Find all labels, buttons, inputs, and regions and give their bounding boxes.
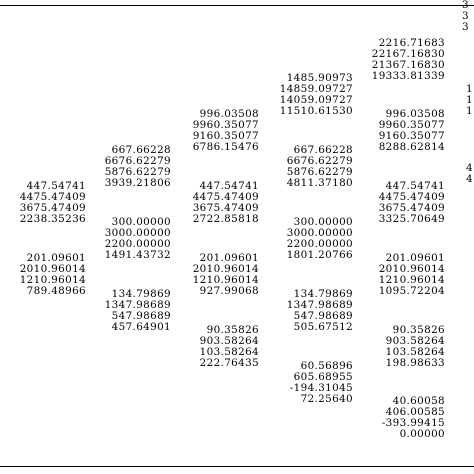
tree-node-value: 2216.71683	[378, 37, 445, 49]
tree-node-group	[200, 325, 259, 369]
clipped-column-fragment	[466, 84, 474, 117]
tree-node-group	[280, 73, 353, 117]
tree-node-value: 3675.47409	[19, 201, 86, 214]
tree-node-value: 6786.15476	[192, 140, 259, 153]
tree-node-value: 903.58264	[385, 334, 445, 347]
clipped-value: 4	[466, 172, 473, 185]
tree-node-value: 605.68955	[293, 370, 353, 383]
tree-node-value: 5876.62279	[104, 165, 171, 178]
tree-node-value: 4475.47409	[378, 190, 445, 203]
top-rule	[0, 5, 474, 6]
tree-node-value: -194.31045	[289, 381, 353, 394]
tree-node-group	[379, 109, 445, 153]
tree-node-value: 0.00000	[399, 427, 445, 440]
tree-node-value: 447.54741	[26, 180, 86, 192]
clipped-column-fragment	[466, 163, 474, 185]
tree-node-value: 22167.16830	[371, 47, 445, 60]
tree-node-value: 1801.20766	[286, 248, 353, 261]
tree-node-value: 789.48966	[26, 284, 86, 297]
tree-node-value: 8288.62814	[378, 140, 445, 153]
tree-node-group	[379, 181, 445, 225]
tree-node-value: 3675.47409	[192, 201, 259, 214]
tree-node-value: 9160.35077	[378, 129, 445, 142]
tree-node-value: 1485.90973	[286, 72, 353, 84]
tree-node-value: 14059.09727	[279, 93, 353, 106]
tree-node-value: 3000.00000	[286, 226, 353, 239]
clipped-column-fragment	[462, 0, 474, 33]
tree-node-group	[193, 181, 259, 225]
tree-node-group	[105, 289, 171, 333]
tree-node-group	[287, 217, 353, 261]
tree-node-value: 1210.96014	[19, 273, 86, 286]
tree-node-value: 1347.98689	[286, 298, 353, 311]
tree-node-value: 21367.16830	[371, 58, 445, 71]
tree-node-value: 134.79869	[293, 288, 353, 300]
tree-node-group	[193, 253, 259, 297]
tree-node-group	[287, 145, 353, 189]
tree-node-value: 667.66228	[293, 144, 353, 156]
tree-node-group	[372, 38, 445, 82]
clipped-value: 4	[466, 163, 473, 174]
tree-node-value: 11510.61530	[279, 104, 353, 117]
tree-node-value: 40.60058	[392, 395, 445, 407]
tree-node-value: 4475.47409	[19, 190, 86, 203]
tree-node-value: 2200.00000	[286, 237, 353, 250]
tree-node-value: 3000.00000	[104, 226, 171, 239]
tree-node-value: 1095.72204	[378, 284, 445, 297]
tree-node-group	[287, 289, 353, 333]
clipped-value: 1	[466, 84, 473, 95]
tree-node-value: 3939.21806	[104, 176, 171, 189]
tree-node-value: 19333.81339	[371, 69, 445, 82]
tree-node-group	[386, 325, 445, 369]
tree-node-value: 406.00585	[385, 405, 445, 418]
tree-node-value: 547.98689	[111, 309, 171, 322]
tree-node-value: 547.98689	[293, 309, 353, 322]
tree-node-value: 9960.35077	[192, 118, 259, 131]
tree-node-value: 1210.96014	[378, 273, 445, 286]
tree-node-value: 300.00000	[293, 216, 353, 228]
clipped-value: 3	[462, 0, 469, 11]
tree-node-group	[20, 253, 86, 297]
tree-node-value: 2010.96014	[192, 262, 259, 275]
tree-node-value: 222.76435	[199, 356, 259, 369]
clipped-value: 3	[462, 20, 469, 33]
tree-node-group	[20, 181, 86, 225]
tree-node-group	[105, 145, 171, 189]
tree-node-value: 1347.98689	[104, 298, 171, 311]
bottom-rule	[0, 466, 474, 467]
tree-node-value: 3325.70649	[378, 212, 445, 225]
tree-node-value: 903.58264	[199, 334, 259, 347]
tree-node-group	[379, 253, 445, 297]
tree-node-value: 447.54741	[199, 180, 259, 192]
tree-node-value: 201.09601	[385, 252, 445, 264]
tree-node-value: 4475.47409	[192, 190, 259, 203]
tree-node-value: 300.00000	[111, 216, 171, 228]
clipped-value: 1	[466, 93, 473, 106]
tree-node-value: 134.79869	[111, 288, 171, 300]
tree-node-value: 2200.00000	[104, 237, 171, 250]
tree-node-value: 103.58264	[385, 345, 445, 358]
tree-node-value: 667.66228	[111, 144, 171, 156]
tree-node-value: 996.03508	[199, 108, 259, 120]
tree-node-value: 3675.47409	[378, 201, 445, 214]
clipped-value: 3	[462, 9, 469, 22]
tree-node-value: 5876.62279	[286, 165, 353, 178]
tree-node-value: 198.98633	[385, 356, 445, 369]
tree-node-value: 457.64901	[111, 320, 171, 333]
tree-node-value: 90.35826	[206, 324, 259, 336]
tree-node-value: 927.99068	[199, 284, 259, 297]
tree-node-value: 72.25640	[300, 392, 353, 405]
tree-node-value: 996.03508	[385, 108, 445, 120]
clipped-value: 1	[466, 104, 473, 117]
tree-node-group	[193, 109, 259, 153]
tree-node-value: -393.99415	[381, 416, 445, 429]
tree-node-value: 6676.62279	[286, 154, 353, 167]
tree-node-value: 201.09601	[26, 252, 86, 264]
tree-node-value: 2010.96014	[378, 262, 445, 275]
tree-node-group	[290, 361, 353, 405]
tree-node-group	[105, 217, 171, 261]
tree-node-value: 90.35826	[392, 324, 445, 336]
tree-node-value: 505.67512	[293, 320, 353, 333]
tree-node-value: 9960.35077	[378, 118, 445, 131]
tree-node-value: 103.58264	[199, 345, 259, 358]
tree-node-value: 447.54741	[385, 180, 445, 192]
tree-node-value: 9160.35077	[192, 129, 259, 142]
tree-node-value: 1210.96014	[192, 273, 259, 286]
tree-node-value: 2722.85818	[192, 212, 259, 225]
tree-node-value: 2010.96014	[19, 262, 86, 275]
tree-node-value: 60.56896	[300, 360, 353, 372]
tree-node-value: 201.09601	[199, 252, 259, 264]
tree-node-value: 2238.35236	[19, 212, 86, 225]
tree-node-value: 14859.09727	[279, 82, 353, 95]
tree-node-value: 6676.62279	[104, 154, 171, 167]
tree-node-value: 1491.43732	[104, 248, 171, 261]
tree-node-value: 4811.37180	[286, 176, 353, 189]
tree-node-group	[382, 396, 445, 440]
